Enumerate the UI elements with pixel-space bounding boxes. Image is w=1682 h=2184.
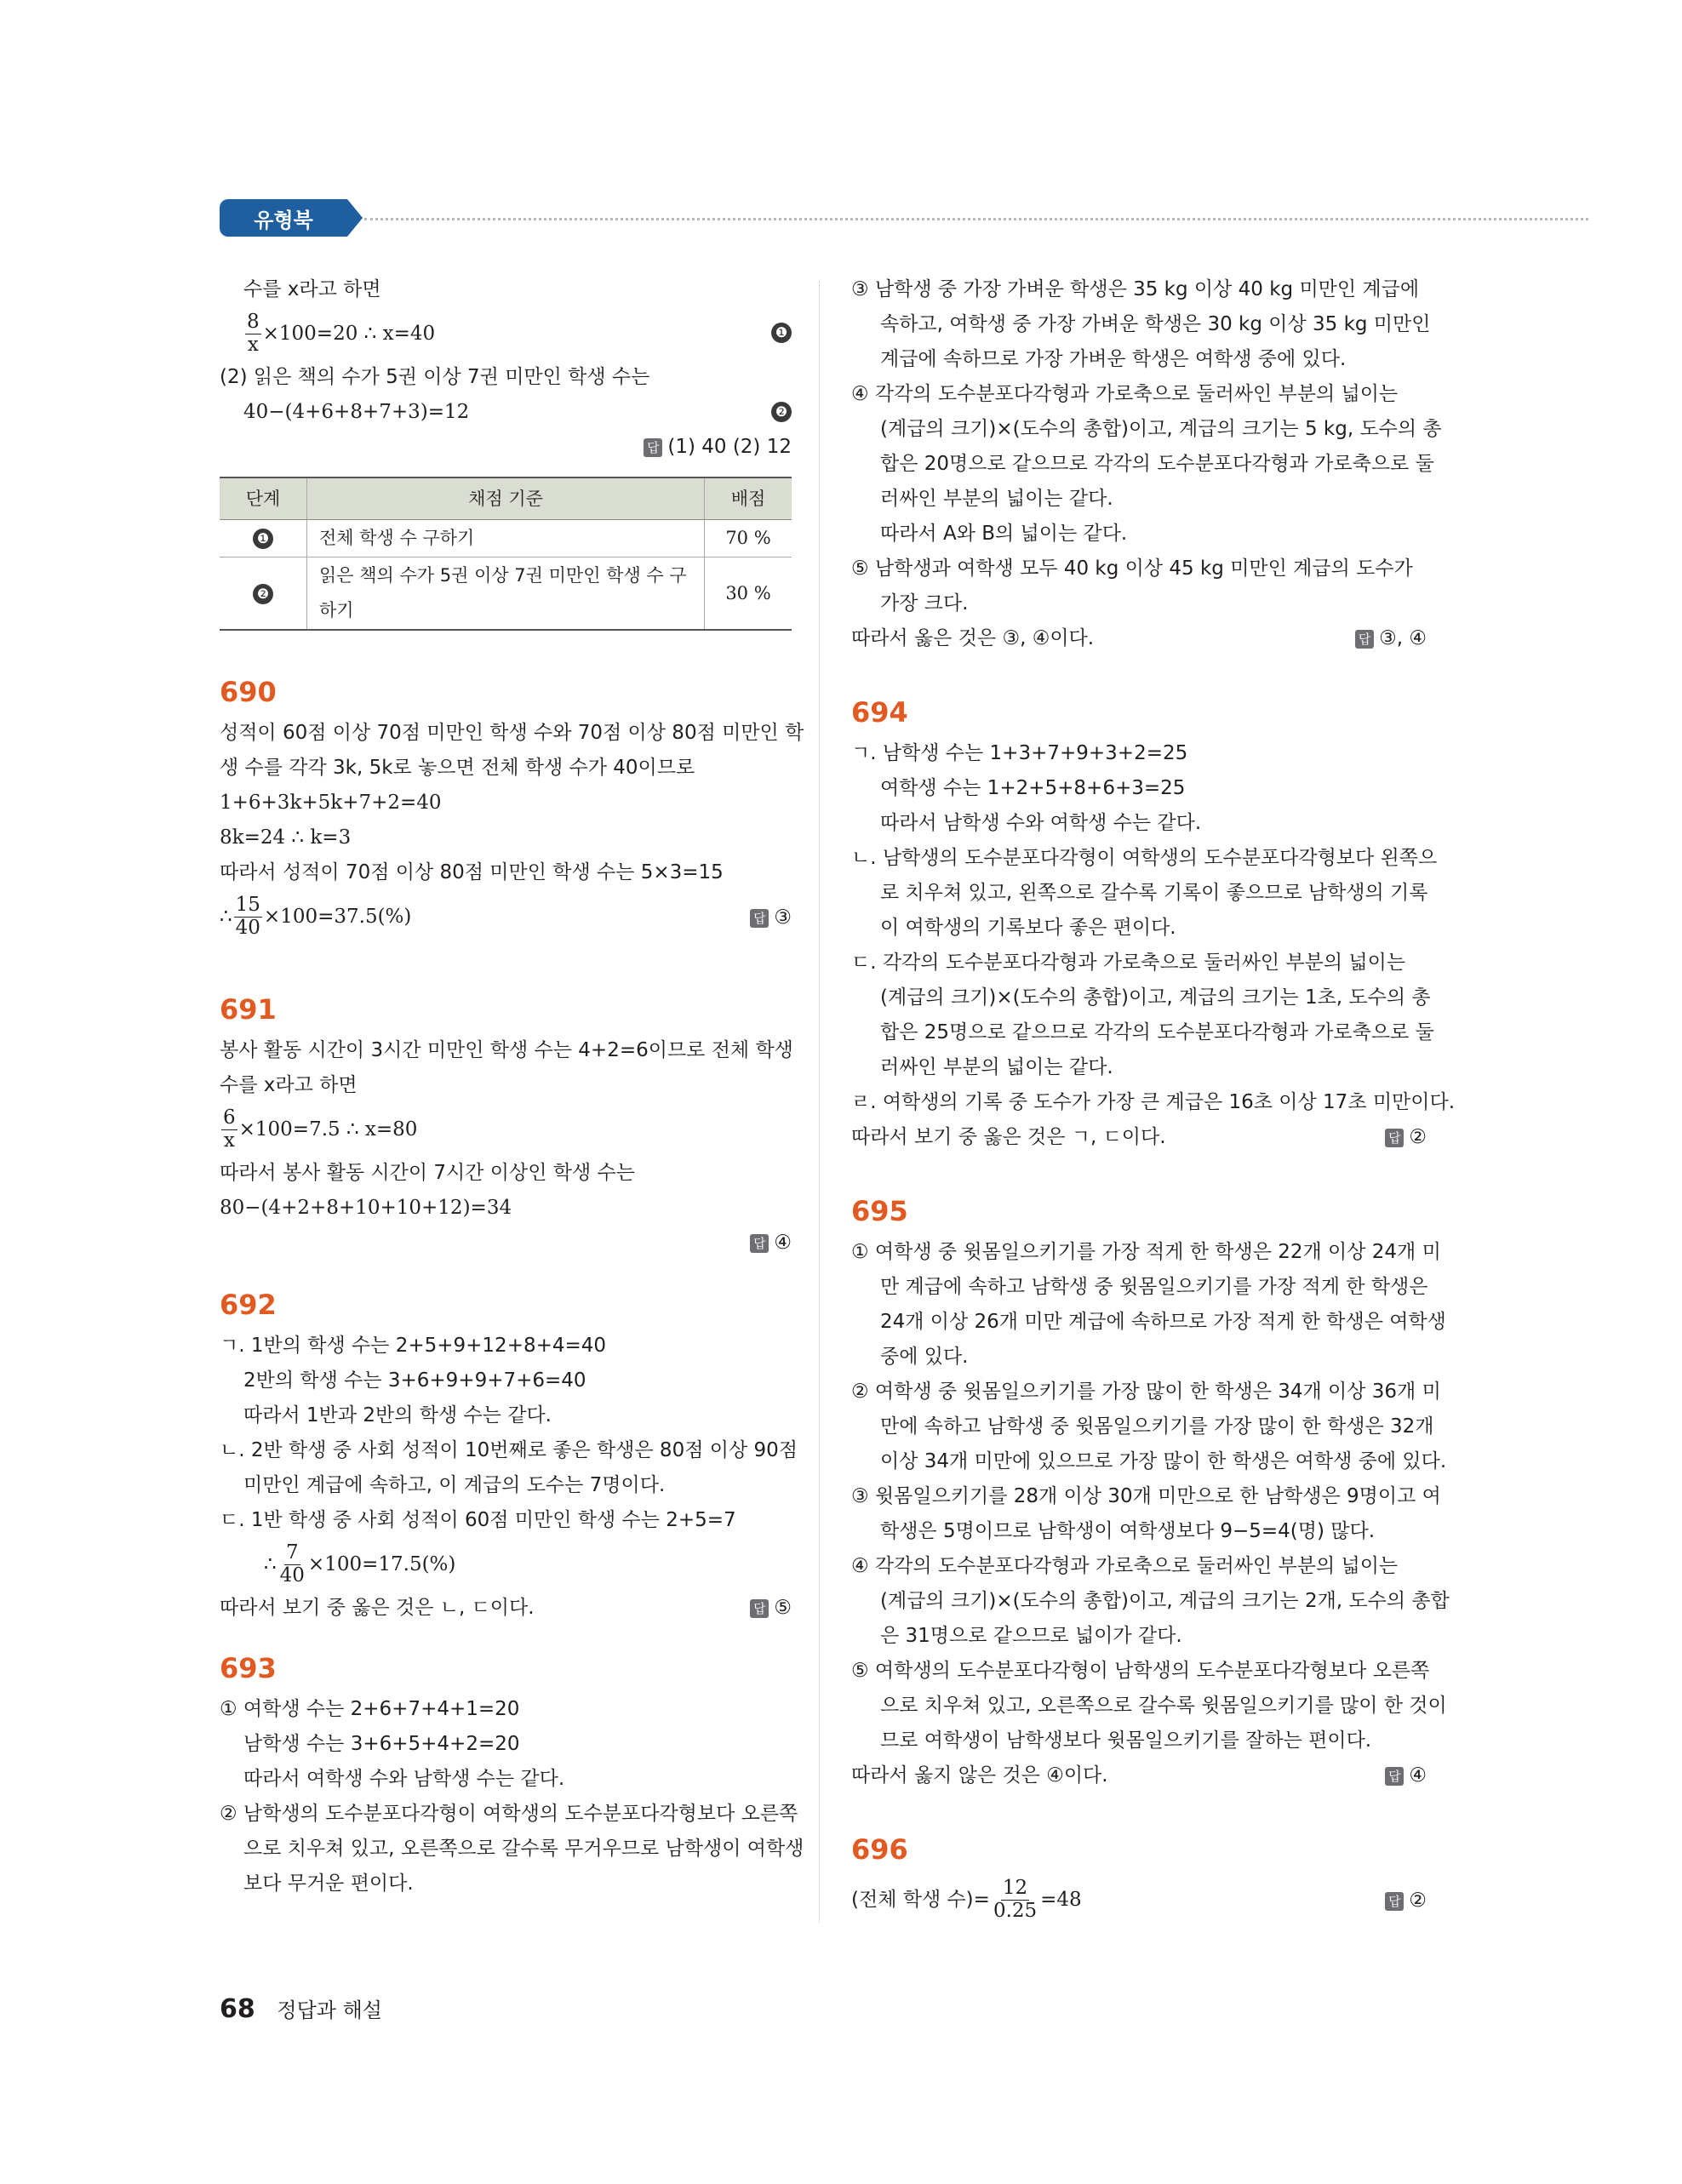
fraction-denominator: 40	[235, 916, 260, 939]
text-line: 수를 x라고 하면	[220, 1074, 358, 1096]
equation-text: ×100=17.5(%)	[307, 1552, 456, 1575]
text-line: 중에 있다.	[880, 1346, 969, 1368]
text-line: 따라서 남학생 수와 여학생 수는 같다.	[880, 812, 1202, 834]
answer	[1385, 1884, 1427, 1918]
text-line: (2) 읽은 책의 수가 5권 이상 7권 미만인 학생 수는	[220, 366, 650, 388]
equation-line	[220, 1103, 792, 1156]
answer-line	[220, 430, 792, 465]
step-badge: ❶	[253, 529, 273, 549]
equation-line	[220, 307, 792, 360]
table-cell	[220, 557, 307, 631]
fraction-denominator: x	[247, 333, 259, 356]
text-line	[851, 1758, 1427, 1793]
fraction-denominator: 40	[279, 1564, 305, 1587]
fraction-numerator: 6	[223, 1106, 236, 1129]
text-line: 러싸인 부분의 넓이는 같다.	[880, 1056, 1113, 1078]
answer	[1385, 1120, 1427, 1155]
text-line: 만에 속하고 남학생 중 윗몸일으키기를 가장 많이 한 학생은 32개	[880, 1415, 1434, 1438]
text-line: ② 남학생의 도수분포다각형이 여학생의 도수분포다각형보다 오른쪽	[220, 1803, 798, 1825]
answer	[750, 1226, 792, 1261]
therefore-symbol: ∴	[220, 905, 232, 928]
text-line: 러싸인 부분의 넓이는 같다.	[880, 488, 1113, 510]
fraction	[221, 1107, 237, 1152]
answer-text: ②	[1409, 1126, 1427, 1148]
text-line: ㄴ. 남학생의 도수분포다각형이 여학생의 도수분포다각형보다 왼쪽으	[851, 847, 1438, 869]
answer-text: ③	[774, 906, 792, 929]
answer	[644, 430, 792, 465]
text-line: 미만인 계급에 속하고, 이 계급의 도수는 7명이다.	[243, 1474, 666, 1496]
text-line: 수를 x라고 하면	[243, 278, 381, 300]
text-line: 봉사 활동 시간이 3시간 미만인 학생 수는 4+2=6이므로 전체 학생	[220, 1039, 793, 1061]
text-line: 이상 34개 미만에 있으므로 가장 많이 한 학생은 여학생 중에 있다.	[880, 1450, 1447, 1472]
fraction-denominator: x	[223, 1129, 235, 1152]
answer-line	[220, 1226, 792, 1261]
text-line: ㄹ. 여학생의 기록 중 도수가 가장 큰 계급은 16초 이상 17초 미만이다.	[851, 1091, 1456, 1113]
text-line: ㄱ. 남학생 수는 1+3+7+9+3+2=25	[851, 742, 1188, 764]
text-line: (계급의 크기)×(도수의 총합)이고, 계급의 크기는 2개, 도수의 총합	[880, 1590, 1450, 1612]
text-line	[851, 621, 1427, 656]
answer	[1355, 621, 1427, 656]
text-line	[851, 1120, 1427, 1155]
text-line: 학생은 5명이므로 남학생이 여학생보다 9−5=4(명) 많다.	[880, 1520, 1376, 1542]
table-header: 배점	[705, 477, 792, 520]
answer-icon: 답	[1385, 1767, 1404, 1786]
problem-number: 692	[220, 1289, 277, 1321]
text-line: 계급에 속하므로 가장 가벼운 학생은 여학생 중에 있다.	[880, 348, 1347, 370]
page-footer	[220, 1993, 382, 2024]
equation-line: 8k=24 ∴ k=3	[220, 826, 352, 849]
text-line: 생 수를 각각 3k, 5k로 놓으면 전체 학생 수가 40이므로	[220, 757, 695, 779]
table-header: 단계	[220, 477, 307, 520]
answer-icon: 답	[750, 909, 769, 928]
equation-prefix: (전체 학생 수)=	[851, 1888, 990, 1911]
answer-icon: 답	[644, 438, 662, 457]
text-line: ㄷ. 각각의 도수분포다각형과 가로축으로 둘러싸인 부분의 넓이는	[851, 952, 1406, 974]
answer-icon: 답	[1385, 1129, 1404, 1147]
text-line: 성적이 60점 이상 70점 미만인 학생 수와 70점 이상 80점 미만인 학	[220, 722, 804, 744]
problem-number: 695	[851, 1195, 908, 1227]
fraction-denominator: 0.25	[993, 1899, 1038, 1922]
text-line: 따라서 여학생 수와 남학생 수는 같다.	[243, 1768, 565, 1790]
fraction	[245, 312, 261, 356]
text-line: 으로 치우쳐 있고, 오른쪽으로 갈수록 윗몸일으키기를 많이 한 것이	[880, 1695, 1447, 1717]
text-line: ③ 남학생 중 가장 가벼운 학생은 35 kg 이상 40 kg 미만인 계급에	[851, 278, 1420, 300]
conclusion-text: 따라서 보기 중 옳은 것은 ㄱ, ㄷ이다.	[851, 1126, 1166, 1148]
text-line: 만 계급에 속하고 남학생 중 윗몸일으키기를 가장 적게 한 학생은	[880, 1276, 1428, 1298]
text-line: ㄱ. 1반의 학생 수는 2+5+9+12+8+4=40	[220, 1335, 607, 1357]
footer-label: 정답과 해설	[277, 1998, 382, 2022]
fraction-numerator: 7	[285, 1541, 299, 1564]
text-line: 합은 20명으로 같으므로 각각의 도수분포다각형과 가로축으로 둘	[880, 453, 1434, 475]
text-line: 따라서 성적이 70점 이상 80점 미만인 학생 수는 5×3=15	[220, 861, 724, 883]
text-line: 따라서 1반과 2반의 학생 수는 같다.	[243, 1404, 552, 1426]
problem-number: 693	[220, 1652, 277, 1684]
text-line: ④ 각각의 도수분포다각형과 가로축으로 둘러싸인 부분의 넓이는	[851, 1555, 1399, 1577]
fraction-numerator: 15	[235, 894, 260, 917]
fraction-numerator: 12	[1002, 1877, 1028, 1900]
answer	[750, 1591, 792, 1626]
table-row	[220, 557, 792, 631]
equation-text: ×100=20 ∴ x=40	[262, 322, 436, 345]
text-line: ① 여학생 중 윗몸일으키기를 가장 적게 한 학생은 22개 이상 24개 미	[851, 1241, 1441, 1263]
conclusion-text: 따라서 옳지 않은 것은 ④이다.	[851, 1764, 1108, 1787]
answer-icon: 답	[1355, 630, 1374, 649]
table-header-row	[220, 477, 792, 520]
section-tab	[220, 199, 347, 237]
text-line: 보다 무거운 편이다.	[243, 1872, 414, 1895]
answer-text: ④	[1409, 1764, 1427, 1787]
text-line: ⑤ 여학생의 도수분포다각형이 남학생의 도수분포다각형보다 오른쪽	[851, 1660, 1430, 1682]
equation-line: 80−(4+2+8+10+10+12)=34	[220, 1197, 512, 1219]
text-line: ④ 각각의 도수분포다각형과 가로축으로 둘러싸인 부분의 넓이는	[851, 383, 1399, 405]
text-line: ㄴ. 2반 학생 중 사회 성적이 10번째로 좋은 학생은 80점 이상 90점	[220, 1439, 798, 1461]
answer-text: ②	[1409, 1890, 1427, 1912]
answer	[1385, 1758, 1427, 1793]
equation-line: 1+6+3k+5k+7+2=40	[220, 792, 442, 814]
equation-line	[220, 890, 792, 943]
equation-line	[851, 1873, 1427, 1926]
equation-text: ×100=7.5 ∴ x=80	[238, 1118, 418, 1141]
column-divider	[819, 281, 820, 1924]
therefore-symbol: ∴	[264, 1552, 277, 1575]
right-column	[851, 272, 1456, 1926]
text-line: (계급의 크기)×(도수의 총합)이고, 계급의 크기는 1초, 도수의 총	[880, 986, 1431, 1009]
section-tab-label: 유형북	[254, 208, 313, 232]
page-number: 68	[220, 1994, 255, 2024]
text-line	[220, 1591, 792, 1626]
problem-number: 690	[220, 676, 277, 708]
equation-text: 40−(4+6+8+7+3)=12	[243, 401, 470, 423]
text-line: 이 여학생의 기록보다 좋은 편이다.	[880, 917, 1176, 939]
answer-text: ④	[774, 1232, 792, 1254]
equation-line	[220, 1538, 792, 1591]
step-badge: ❷	[253, 584, 273, 604]
text-line: 합은 25명으로 같으므로 각각의 도수분포다각형과 가로축으로 둘	[880, 1021, 1434, 1043]
conclusion-text: 따라서 옳은 것은 ③, ④이다.	[851, 627, 1095, 649]
table-cell: 전체 학생 수 구하기	[307, 520, 705, 557]
answer	[750, 900, 792, 935]
table-cell: 30 %	[705, 557, 792, 631]
fraction	[992, 1878, 1038, 1922]
table-cell: 읽은 책의 수가 5권 이상 7권 미만인 학생 수 구하기	[307, 557, 705, 631]
text-line: 로 치우쳐 있고, 왼쪽으로 갈수록 기록이 좋으므로 남학생의 기록	[880, 882, 1428, 904]
header-dotted-rule	[364, 218, 1588, 220]
answer-icon: 답	[1385, 1892, 1404, 1911]
step-badge: ❷	[771, 402, 792, 422]
fraction-numerator: 8	[247, 311, 260, 334]
problem-number: 696	[851, 1833, 908, 1866]
table-cell	[220, 520, 307, 557]
text-line: 2반의 학생 수는 3+6+9+9+7+6=40	[243, 1369, 586, 1392]
text-line: 여학생 수는 1+2+5+8+6+3=25	[880, 777, 1186, 799]
text-line: ③ 윗몸일으키기를 28개 이상 30개 미만으로 한 남학생은 9명이고 여	[851, 1485, 1441, 1507]
text-line: 속하고, 여학생 중 가장 가벼운 학생은 30 kg 이상 35 kg 미만인	[880, 313, 1431, 335]
table-row	[220, 520, 792, 557]
table-header: 채점 기준	[307, 477, 705, 520]
text-line: ② 여학생 중 윗몸일으키기를 가장 많이 한 학생은 34개 이상 36개 미	[851, 1381, 1441, 1403]
equation-text: =48	[1040, 1888, 1082, 1911]
conclusion-text: 따라서 보기 중 옳은 것은 ㄴ, ㄷ이다.	[220, 1597, 535, 1619]
text-line: ⑤ 남학생과 여학생 모두 40 kg 이상 45 kg 미만인 계급의 도수가	[851, 557, 1413, 580]
equation-text: ×100=37.5(%)	[263, 905, 412, 928]
text-line: ㄷ. 1반 학생 중 사회 성적이 60점 미만인 학생 수는 2+5=7	[220, 1509, 736, 1531]
fraction	[234, 895, 262, 939]
problem-number: 694	[851, 696, 908, 729]
fraction	[278, 1542, 306, 1587]
scoring-table	[220, 477, 792, 631]
answer-text: ③, ④	[1379, 627, 1427, 649]
text-line: 으로 치우쳐 있고, 오른쪽으로 갈수록 무거우므로 남학생이 여학생	[243, 1838, 804, 1860]
answer-icon: 답	[750, 1234, 769, 1253]
problem-number: 691	[220, 993, 277, 1026]
table-cell: 70 %	[705, 520, 792, 557]
text-line: 따라서 A와 B의 넓이는 같다.	[880, 523, 1128, 545]
text-line: 24개 이상 26개 미만 계급에 속하므로 가장 적게 한 학생은 여학생	[880, 1311, 1446, 1333]
text-line: 므로 여학생이 남학생보다 윗몸일으키기를 잘하는 편이다.	[880, 1729, 1372, 1752]
text-line: 은 31명으로 같으므로 넓이가 같다.	[880, 1625, 1182, 1647]
equation-line	[220, 395, 792, 430]
answer-text: ⑤	[774, 1597, 792, 1619]
left-column	[220, 272, 804, 1901]
text-line: ① 여학생 수는 2+6+7+4+1=20	[220, 1698, 520, 1720]
text-line: 따라서 봉사 활동 시간이 7시간 이상인 학생 수는	[220, 1162, 635, 1184]
answer-text: (1) 40 (2) 12	[667, 436, 792, 458]
text-line: 가장 크다.	[880, 592, 969, 615]
text-line: (계급의 크기)×(도수의 총합)이고, 계급의 크기는 5 kg, 도수의 총	[880, 418, 1442, 440]
step-badge: ❶	[771, 323, 792, 343]
text-line: 남학생 수는 3+6+5+4+2=20	[243, 1733, 520, 1755]
answer-icon: 답	[750, 1599, 769, 1618]
